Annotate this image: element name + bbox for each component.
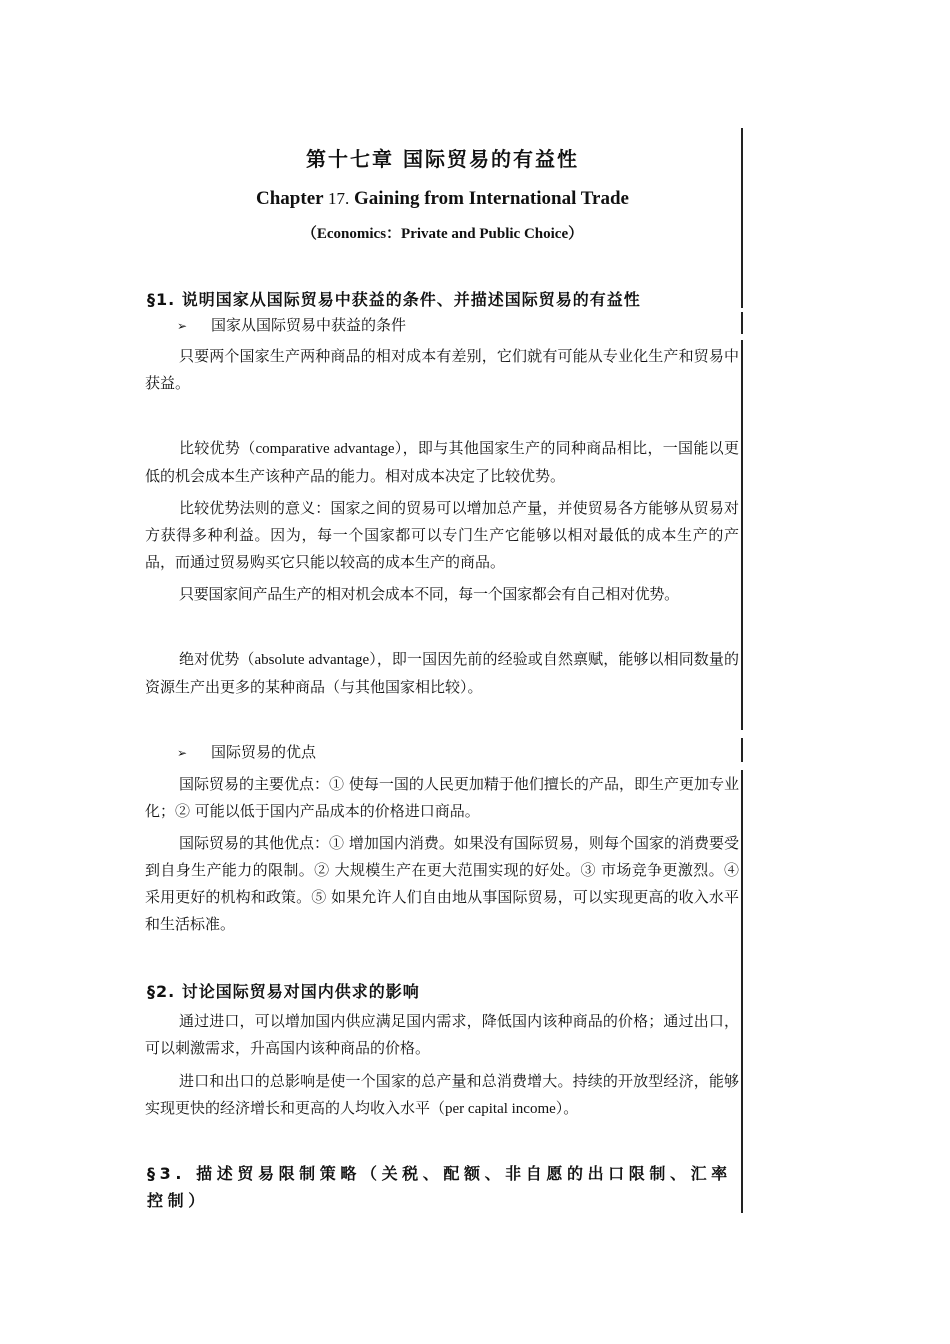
margin-rule bbox=[741, 738, 743, 762]
text-run: 进口和出口的总影响是使一个国家的总产量和总消费增大。持续的开放型经济，能够实现更快的经济增长和更高的人均收入水平（ bbox=[145, 1072, 739, 1117]
chapter-title-en bbox=[145, 188, 740, 210]
title-en-number: 17. bbox=[327, 189, 350, 208]
paragraph: 只要国家间产品生产的相对机会成本不同，每一个国家都会有自己相对优势。 bbox=[179, 585, 679, 603]
paragraph: 国际贸易的主要优点：① 使每一国的人民更加精于他们擅长的产品，即生产更加专业化；② 可能以低于国内产品成本的价格进口商品。 bbox=[145, 775, 739, 820]
text-run: 绝对优势（ bbox=[179, 650, 255, 668]
paragraph bbox=[145, 435, 739, 490]
term-en: comparative advantage bbox=[255, 441, 395, 457]
margin-rule bbox=[741, 128, 743, 308]
paragraph bbox=[145, 646, 739, 701]
paragraph: 比较优势法则的意义：国家之间的贸易可以增加总产量，并使贸易各方能够从贸易对方获得多种利益。因为，每一个国家都可以专门生产它能够以相对最低的成本生产的产品，而通过贸易购买它只能以较高的成本生产的商品。 bbox=[145, 499, 739, 571]
title-en-rest: Gaining from International Trade bbox=[349, 188, 629, 209]
section-2-heading: §2. 讨论国际贸易对国内供求的影响 bbox=[147, 982, 420, 1001]
arrow-bullet-icon: ➢ bbox=[177, 319, 188, 333]
bullet-label: 国际贸易的优点 bbox=[211, 743, 317, 761]
bullet-label: 国家从国际贸易中获益的条件 bbox=[211, 316, 407, 334]
bullet-item bbox=[177, 314, 406, 335]
text-run: ），即与其他国家生产的同种商品相比，一国能以更低的机会成本生产该种产品的能力。相对成本决定了比较优势。 bbox=[145, 439, 739, 485]
arrow-bullet-icon: ➢ bbox=[177, 746, 188, 760]
section-1-heading: §1. 说明国家从国际贸易中获益的条件、并描述国际贸易的有益性 bbox=[147, 290, 641, 309]
paragraph: 通过进口，可以增加国内供应满足国内需求，降低国内该种商品的价格；通过出口，可以刺激需求，升高国内该种商品的价格。 bbox=[145, 1012, 739, 1057]
paragraph: 国际贸易的其他优点：① 增加国内消费。如果没有国际贸易，则每个国家的消费要受到自身生产能力的限制。② 大规模生产在更大范围实现的好处。③ 市场竞争更激烈。④ 采用更好的机构和政策。⑤ 如果允许人们自由地从事国际贸易，可以实现更高的收入水平和生活标准。 bbox=[145, 834, 739, 933]
margin-rule bbox=[741, 340, 743, 730]
term-en: per capital income bbox=[445, 1101, 556, 1117]
title-en-prefix: Chapter bbox=[256, 188, 328, 209]
chapter-subtitle: （Economics：Private and Public Choice） bbox=[301, 226, 584, 242]
margin-rule bbox=[741, 770, 743, 1213]
text-run: ），即一国因先前的经验或自然禀赋，能够以相同数量的资源生产出更多的某种商品（与其他国家相比较）。 bbox=[145, 650, 739, 696]
term-en: absolute advantage bbox=[254, 652, 370, 668]
section-3-heading: §3. 描述贸易限制策略（关税、配额、非自愿的出口限制、汇率控制） bbox=[147, 1164, 732, 1210]
text-run: 比较优势（ bbox=[179, 439, 256, 457]
margin-rule bbox=[741, 312, 743, 334]
paragraph: 只要两个国家生产两种商品的相对成本有差别，它们就有可能从专业化生产和贸易中获益。 bbox=[145, 347, 739, 392]
text-run: ）。 bbox=[555, 1099, 579, 1117]
chapter-title-cn: 第十七章 国际贸易的有益性 bbox=[306, 147, 579, 171]
paragraph bbox=[145, 1068, 739, 1123]
bullet-item bbox=[177, 741, 316, 762]
